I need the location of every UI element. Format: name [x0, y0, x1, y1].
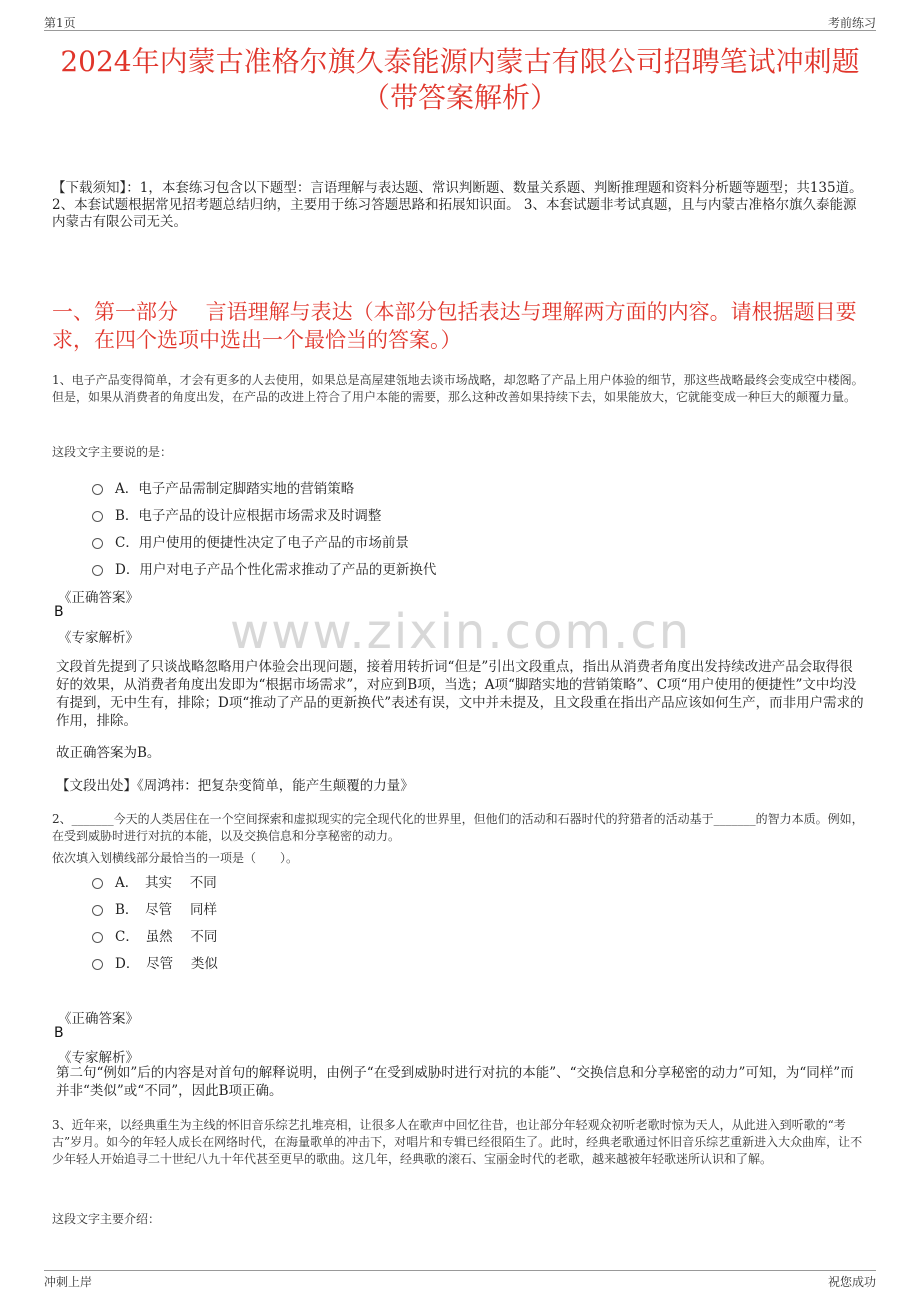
document-title: 2024年内蒙古准格尔旗久泰能源内蒙古有限公司招聘笔试冲刺题（带答案解析） [60, 45, 860, 114]
question-1-answer: B [54, 604, 64, 620]
watermark: www.zixin.com.cn [230, 604, 692, 660]
question-2-answer: B [54, 1025, 64, 1041]
question-1-prompt: 这段文字主要说的是： [52, 445, 173, 459]
radio-icon[interactable] [92, 565, 103, 576]
radio-icon[interactable] [92, 511, 103, 522]
footer-left-text: 冲刺上岸 [44, 1275, 93, 1289]
question-2-option-c[interactable]: C． 虽然 不同 [92, 925, 217, 945]
page-header [44, 14, 876, 31]
radio-icon[interactable] [92, 905, 103, 916]
question-1-option-d[interactable]: D．用户对电子产品个性化需求推动了产品的更新换代 [92, 558, 436, 578]
radio-icon[interactable] [92, 484, 103, 495]
question-2-analysis: 第二句“例如”后的内容是对首句的解释说明，由例子“在受到威胁时进行对抗的本能”、“交换信息和分享秘密的动力”可知，为“同样”而并非“类似”或“不同”，因此B项正确。 [56, 1065, 854, 1099]
question-2-text: 2、_______今天的人类居住在一个空间探索和虚拟现实的完全现代化的世界里，但他们的活动和石器时代的狩猎者的活动基于_______的智力本质。例如，在受到威胁时进行对抗的本能，以及交换信息和分享秘密的动力。 [52, 812, 864, 843]
question-2-answer-label: 《正确答案》 [58, 1011, 139, 1027]
question-2-option-b[interactable]: B． 尽管 同样 [92, 898, 217, 918]
question-1-analysis-label: 《专家解析》 [58, 630, 139, 646]
radio-icon[interactable] [92, 959, 103, 970]
question-1-analysis: 文段首先提到了只谈战略忽略用户体验会出现问题，接着用转折词“但是”引出文段重点，指出从消费者角度出发持续改进产品会取得很好的效果，从消费者角度出发即为“根据市场需求”，对应到B项，当选；A项“脚踏实地的营销策略”、C项“用户使用的便捷性”文中均没有提到，无中生有，排除；D项“推动了产品的更新换代”表述有误，文中并未提及，且文段重在指出产品应该如何生产，而非用户需求的作用，排除。 [56, 659, 864, 729]
question-2-option-a[interactable]: A． 其实 不同 [92, 871, 217, 891]
radio-icon[interactable] [92, 878, 103, 889]
question-2-analysis-label: 《专家解析》 [58, 1050, 139, 1066]
question-1-text: 1、电子产品变得简单，才会有更多的人去使用，如果总是高屋建瓴地去谈市场战略，却忽略了产品上用户体验的细节，那这些战略最终会变成空中楼阁。但是，如果从消费者的角度出发，在产品的改进上符合了用户本能的需要，那么这种改善如果持续下去，如果能放大，它就能变成一种巨大的颠覆力量。 [52, 373, 864, 404]
question-1-conclusion: 故正确答案为B。 [56, 745, 161, 761]
question-1-option-c[interactable]: C．用户使用的便捷性决定了电子产品的市场前景 [92, 531, 409, 551]
question-2-prompt: 依次填入划横线部分最恰当的一项是（ ）。 [52, 851, 299, 865]
question-1-source: 【文段出处】《周鸿祎：把复杂变简单，能产生颠覆的力量》 [56, 778, 414, 794]
question-3-text: 3、近年来，以经典重生为主线的怀旧音乐综艺扎堆亮相，让很多人在歌声中回忆往昔，也让部分年轻观众初听老歌时惊为天人，从此进入到听歌的“考古”岁月。如今的年轻人成长在网络时代，在海量歌单的冲击下，对唱片和专辑已经很陌生了。此时，经典老歌通过怀旧音乐综艺重新进入大众曲库，让不少年轻人开始追寻二十世纪八九十年代甚至更早的歌曲。这几年，经典歌的滚石、宝丽金时代的老歌，越来越被年轻歌迷所认识和了解。 [52, 1118, 863, 1166]
header-tag: 考前练习 [827, 16, 876, 30]
radio-icon[interactable] [92, 538, 103, 549]
download-notice: 【下载须知】：1，本套练习包含以下题型：言语理解与表达题、常识判断题、数量关系题、判断推理题和资料分析题等题型；共135道。 2、本套试题根据常见招考题总结归纳，主要用于练习答题思路和拓展知识面。 3、本套试题非考试真题，且与内蒙古准格尔旗久泰能源内蒙古有限公司无关。 [52, 180, 863, 230]
section-heading: 一、第一部分 言语理解与表达（本部分包括表达与理解两方面的内容。请根据题目要求，在四个选项中选出一个最恰当的答案。） [52, 300, 857, 352]
question-1-option-a[interactable]: A．电子产品需制定脚踏实地的营销策略 [92, 477, 354, 497]
question-2-option-d[interactable]: D． 尽管 类似 [92, 952, 218, 972]
footer-right-text: 祝您成功 [827, 1275, 876, 1289]
question-1-answer-label: 《正确答案》 [58, 590, 139, 606]
page-number: 第1页 [44, 16, 76, 30]
question-3-prompt: 这段文字主要介绍： [52, 1212, 161, 1226]
radio-icon[interactable] [92, 932, 103, 943]
question-1-option-b[interactable]: B．电子产品的设计应根据市场需求及时调整 [92, 504, 381, 524]
page-footer [44, 1270, 876, 1287]
